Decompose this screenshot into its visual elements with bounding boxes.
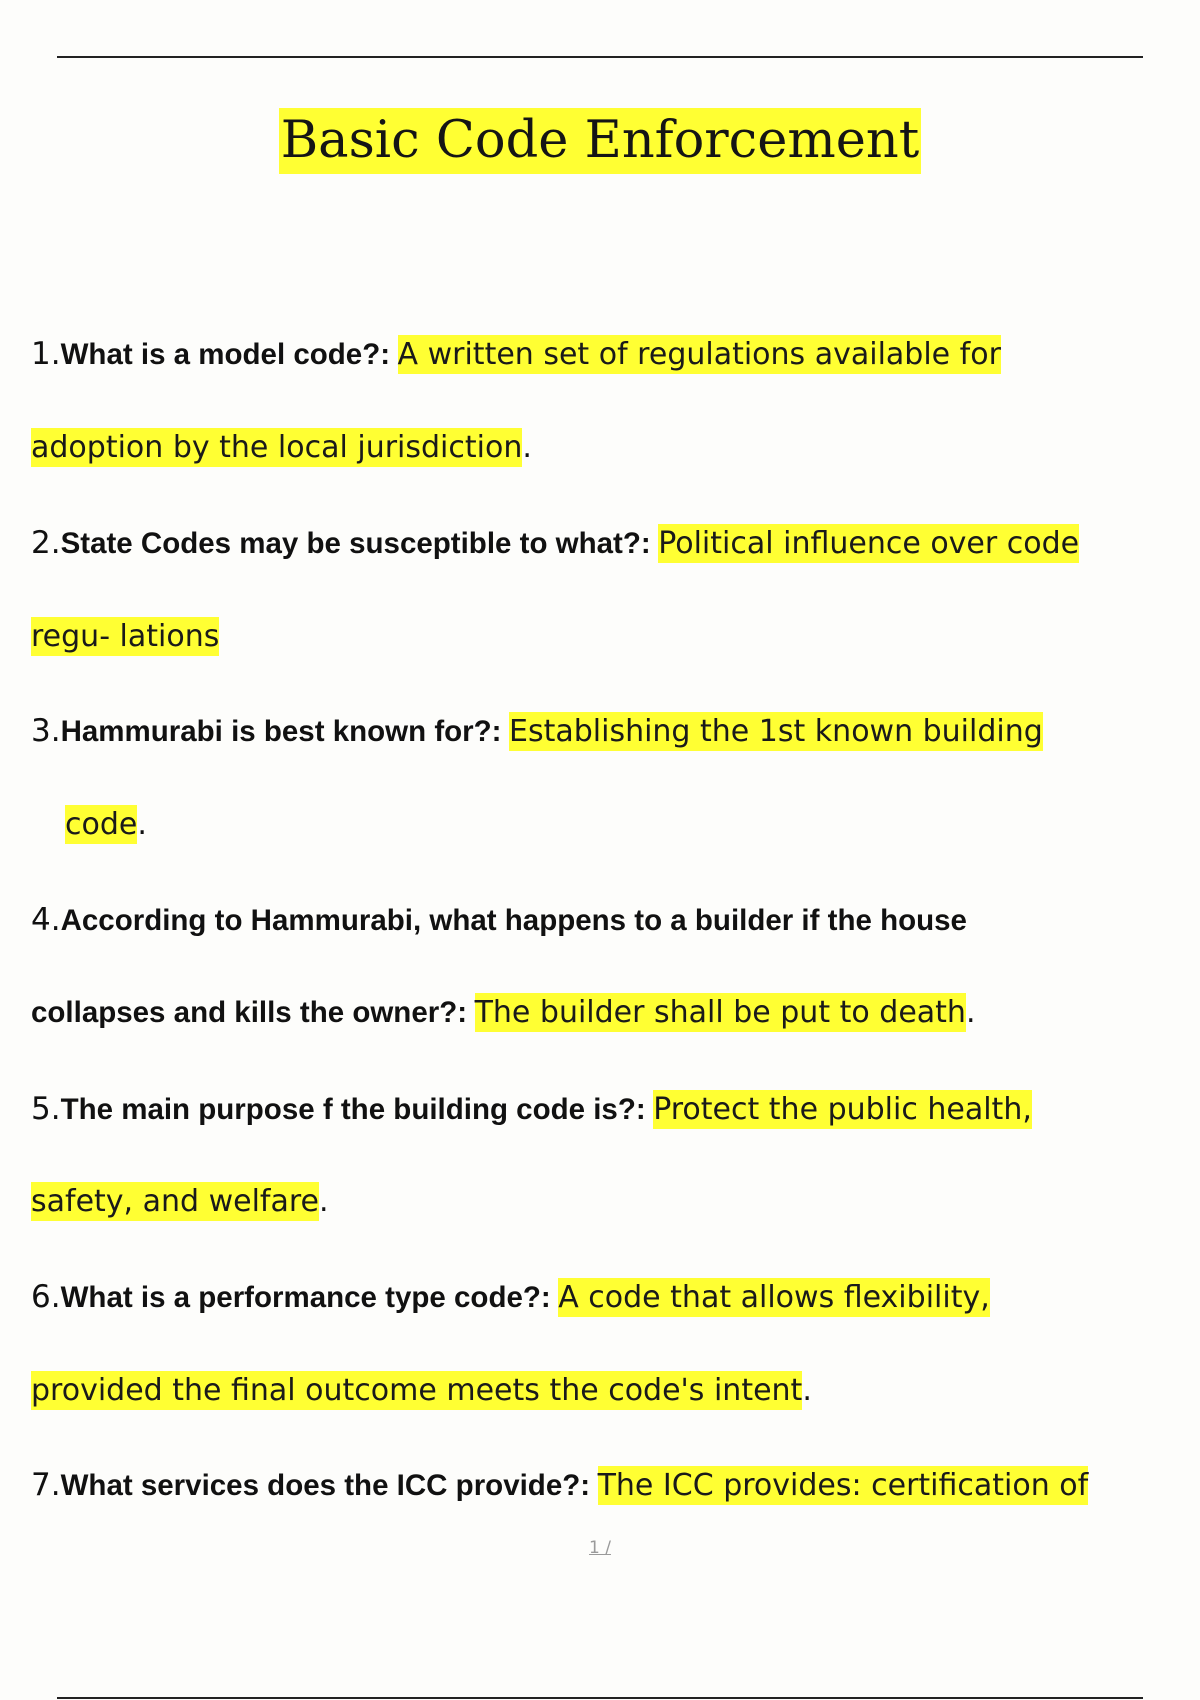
item-number: 6. [31, 1279, 61, 1315]
answer-highlight: A written set of regulations available for [397, 337, 1001, 372]
answer-trailing: . [319, 1184, 329, 1219]
page-number-text: 1 / [589, 1538, 611, 1558]
list-item [31, 523, 1079, 563]
answer-highlight: Political influence over code [658, 526, 1080, 561]
answer-trailing: . [802, 1373, 812, 1408]
list-item-continuation [31, 1371, 812, 1411]
question-text: What services does the ICC provide?: [60, 1469, 591, 1502]
answer-highlight: The builder shall be put to death [474, 995, 966, 1030]
list-item [31, 1277, 990, 1317]
answer-highlight: Protect the public health, [653, 1092, 1032, 1127]
answer-trailing: . [965, 995, 976, 1030]
list-item [31, 711, 1043, 751]
question-text: collapses and kills the owner?: [31, 996, 468, 1029]
answer-highlight: safety, and welfare [31, 1184, 320, 1219]
item-number: 3. [31, 713, 61, 749]
answer-highlight: provided the final outcome meets the code's intent [31, 1373, 803, 1408]
answer-highlight: A code that allows flexibility, [558, 1280, 990, 1315]
question-text: Hammurabi is best known for?: [60, 715, 502, 748]
bottom-rule [57, 1697, 1143, 1699]
question-text: What is a model code?: [60, 338, 391, 371]
top-rule [57, 56, 1143, 58]
answer-highlight: regu- lations [31, 619, 220, 654]
list-item [31, 334, 1001, 374]
question-text: The main purpose f the building code is?: [60, 1093, 646, 1126]
page-number [0, 1538, 1200, 1558]
answer-trailing: . [522, 430, 532, 465]
list-item-continuation [31, 617, 219, 657]
answer-highlight: adoption by the local jurisdiction [31, 430, 523, 465]
list-item-continuation [65, 805, 147, 845]
question-text: What is a performance type code?: [60, 1281, 551, 1314]
question-text: State Codes may be susceptible to what?: [60, 527, 651, 560]
answer-highlight: The ICC provides: certification of [597, 1468, 1089, 1503]
title-block [0, 108, 1200, 174]
item-number: 7. [31, 1467, 61, 1503]
list-item [31, 1465, 1088, 1505]
answer-trailing: . [137, 807, 147, 842]
item-number: 5. [31, 1091, 61, 1127]
question-text: According to Hammurabi, what happens to a builder if the house [60, 904, 967, 937]
answer-highlight: code [65, 807, 138, 842]
list-item-continuation [31, 1182, 329, 1222]
list-item [31, 1089, 1032, 1129]
list-item-continuation [31, 428, 532, 468]
list-item [31, 900, 967, 940]
item-number: 4. [31, 902, 61, 938]
answer-highlight: Establishing the 1st known building [509, 714, 1043, 749]
page-title: Basic Code Enforcement [279, 108, 922, 174]
list-item-continuation [31, 993, 975, 1033]
item-number: 1. [31, 336, 61, 372]
item-number: 2. [31, 525, 61, 561]
